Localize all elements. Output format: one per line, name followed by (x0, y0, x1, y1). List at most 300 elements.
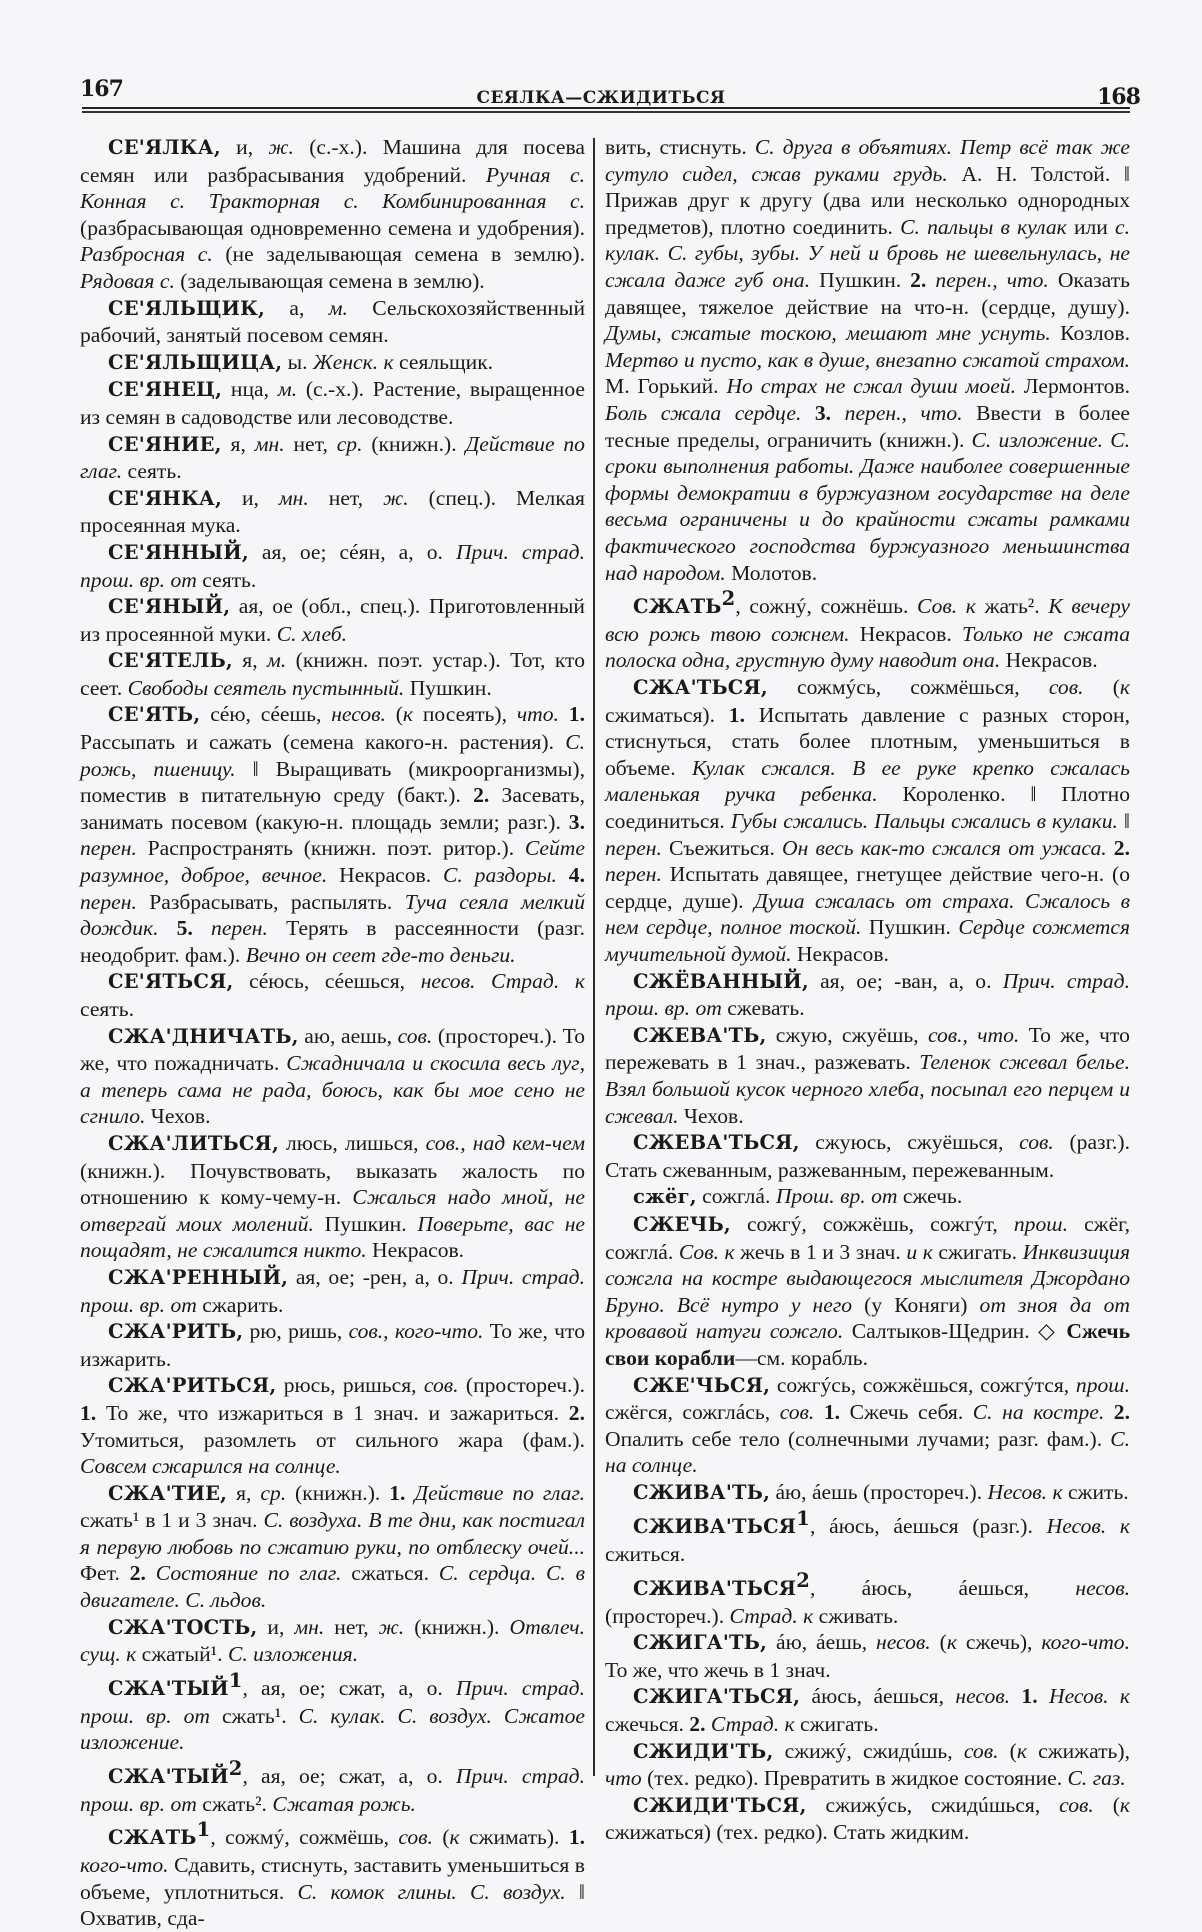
italic-text: Состояние по глаг. (155, 1561, 342, 1586)
italic-text: К вечеру всю рожь твою сожнем. (605, 594, 1130, 646)
definition-text: Некрасов. (1000, 648, 1098, 673)
italic-text: Несов. к (1046, 1514, 1130, 1539)
dictionary-entry (80, 1023, 585, 1130)
entry-headword: СЖИГА'ТЬСЯ, (633, 1685, 801, 1709)
definition-text: Лермонтов. (1015, 374, 1130, 399)
italic-text: ж. (383, 485, 409, 510)
entry-headword: СЕ'ЯНИЕ, (108, 432, 222, 456)
definition-text: Сдавить, стиснуть, заставить уменьшиться в объеме, уплотниться. (80, 1852, 585, 1904)
definition-text: сживать. (813, 1603, 899, 1628)
dictionary-entry (605, 586, 1130, 674)
definition-text: Опалить себе тело (солнечными лучами; разг. фам.). (605, 1426, 1111, 1451)
italic-text: сов. (1048, 675, 1084, 700)
definition-text: áю, áешь (простореч.). (770, 1479, 988, 1504)
italic-text: С. сердца. С. в двигателе. С. льдов. (80, 1561, 585, 1613)
italic-text: С. комок глины. С. воздух. (297, 1879, 566, 1904)
definition-text: (спец.). Мелкая просеянная мука. (80, 485, 585, 538)
dictionary-entry (605, 1568, 1130, 1629)
dictionary-entry (80, 485, 585, 539)
bold-text: 3. (801, 400, 832, 425)
definition-text: Ввести в более тесные пределы, ограничить (книжн.). (605, 400, 1131, 452)
definition-text: ( (930, 1630, 947, 1655)
definition-text: Пушкин. (313, 1211, 418, 1236)
italic-text: несов. (331, 702, 386, 727)
definition-text: (заделывающая семена в землю). (174, 268, 485, 293)
definition-text: сжёг, сожглá. (605, 1211, 1130, 1264)
definition-text: сжать¹ в 1 и 3 знач. (80, 1508, 264, 1533)
italic-text: Душа сжалась от страха. Сжалось в нем сердце, полное тоской. (605, 888, 1130, 940)
bold-text: 2. (1106, 835, 1130, 860)
italic-text: перен. (211, 916, 268, 941)
dictionary-entry (80, 431, 585, 485)
italic-text: сов., кого-что. (348, 1319, 484, 1344)
entry-headword: сжёг, (633, 1185, 697, 1209)
definition-text: (разбрасывающая одновременно семена и удобрения). (80, 215, 585, 240)
italic-text: сов. (397, 1023, 433, 1048)
dictionary-entry (605, 968, 1130, 1022)
definition-text: (не заделывающая семена в землю). (212, 242, 586, 267)
italic-text: и к (906, 1239, 933, 1264)
definition-text: сеять. (80, 997, 135, 1021)
entry-headword: СЖА'ТЬСЯ, (633, 676, 768, 700)
definition-text: Испытать давление с разных сторон, стиснуться, стать более плотным, уменьшиться в объеме. (605, 702, 1130, 780)
definition-text: ( (1083, 675, 1120, 700)
italic-text: несов. (1075, 1576, 1130, 1601)
italic-text: Боль сжала сердце. (605, 400, 802, 425)
entry-headword: СЕ'ЯННЫЙ, (108, 540, 249, 564)
italic-text: Сердце сожмется мучительной думой. (605, 915, 1130, 966)
bold-text: 3. (568, 809, 585, 834)
entry-headword: СЖА'ЛИТЬСЯ, (108, 1131, 279, 1155)
definition-text: Некрасов. (327, 863, 443, 888)
definition-text: вить, стиснуть. (605, 135, 755, 159)
dictionary-entry (80, 1480, 585, 1614)
italic-text: мн. (254, 431, 285, 456)
definition-text: (книжн.). (286, 1480, 390, 1505)
bold-text: 2. (568, 1400, 585, 1425)
bold-text: 2. (129, 1561, 146, 1586)
entry-headword: СЖА'ТОСТЬ, (108, 1615, 258, 1639)
definition-text: сжижать), (1026, 1738, 1130, 1763)
definition-text: ‖ (1117, 809, 1130, 834)
italic-text: Думы, сжатые тоскою, мешают мне уснуть. (605, 321, 1051, 346)
definition-text: (простореч.). (458, 1373, 585, 1398)
entry-headword: СЖЁВАННЫЙ, (633, 969, 809, 993)
homonym-index: 1 (796, 1507, 810, 1531)
definition-text: ( (432, 1825, 450, 1850)
dictionary-entry (605, 1738, 1130, 1792)
italic-text: С. друга в объятиях. Петр всё так же сутуло сидел, сжав руками грудь. (605, 135, 1130, 186)
italic-text: сов. (423, 1373, 459, 1398)
definition-text (405, 1481, 414, 1505)
definition-text: я, (221, 431, 255, 456)
bold-text: 2. (473, 783, 490, 808)
definition-text: Оказать давящее, тяжелое действие на что-н. (сердце, душу). (605, 267, 1130, 319)
dictionary-entry (80, 376, 585, 430)
entry-headword: СЖА'ТЫЙ (108, 1677, 229, 1701)
homonym-index: 1 (196, 1818, 211, 1842)
italic-text: ср. (260, 1480, 287, 1505)
entry-headword: СЖЕЧЬ, (633, 1212, 731, 1236)
entry-headword: СЖЕВА'ТЬСЯ, (633, 1131, 800, 1155)
dictionary-entry (605, 1372, 1130, 1479)
definition-text: Испытать давящее, гнетущее действие чего-н. (о сердце, душе). (605, 862, 1130, 913)
italic-text: Прош. вр. от (775, 1184, 898, 1209)
italic-text: Только не сжата полоска одна, грустную думу наводит она. (605, 621, 1131, 673)
dictionary-entry (605, 1683, 1130, 1737)
entry-headword: СЖЕ'ЧЬСЯ, (633, 1373, 771, 1397)
italic-text: Прич. страд. прош. вр. от (80, 1676, 585, 1728)
italic-text: С. на солнце. (605, 1426, 1130, 1478)
italic-text: мн. (278, 485, 309, 510)
definition-text (193, 916, 211, 940)
bold-text: 2. (689, 1712, 706, 1736)
definition-text: и, (221, 485, 279, 510)
italic-text: С. пальцы в кулак (900, 214, 1067, 239)
definition-text: сеяльщик. (393, 349, 494, 374)
italic-text: ж. (268, 135, 294, 159)
definition-text: Некрасов. (791, 942, 889, 966)
bold-text: 1. (558, 702, 585, 727)
italic-text: Прич. страд. прош. вр. от (80, 1264, 585, 1317)
italic-text: сов. (1059, 1792, 1094, 1817)
definition-text: жечь в 1 и 3 знач. (734, 1239, 907, 1264)
definition-text: сжатый¹. (136, 1642, 228, 1667)
definition-text: нет, (284, 431, 337, 456)
definition-text: сжиматься). (605, 702, 729, 727)
definition-text: Молотов. (725, 560, 818, 585)
italic-text: Действие по глаг. (80, 431, 585, 484)
italic-text: несов. (955, 1684, 1011, 1709)
italic-text: Разбросная с. (80, 242, 213, 267)
italic-text: к (402, 702, 414, 727)
italic-text: сов. (1019, 1130, 1054, 1155)
definition-text: я, (227, 1480, 261, 1505)
definition-text: , áюсь, áешься (разг.). (809, 1514, 1047, 1539)
definition-text: Сельскохозяйственный рабочий, занятый посевом семян. (80, 295, 585, 348)
bold-text: 1. (389, 1480, 406, 1505)
italic-text: к (1119, 1792, 1130, 1817)
italic-text: перен., что. (935, 267, 1049, 292)
definition-text: (книжн.). (362, 431, 466, 456)
bold-text: 1. (728, 702, 745, 727)
definition-text: сжечь), (956, 1630, 1042, 1655)
dictionary-entry (605, 1211, 1130, 1372)
italic-text: С. рожь, пшеницу. (80, 730, 585, 781)
entry-headword: СЖАТЬ (633, 595, 722, 619)
dictionary-entry (605, 1479, 1130, 1507)
italic-text: перен., что. (844, 400, 963, 425)
dictionary-entry (605, 1129, 1130, 1183)
definition-text: сжарить. (196, 1292, 284, 1317)
italic-text: перен. (605, 862, 662, 887)
italic-text: Сов. к (917, 594, 976, 619)
definition-text: сжаться. (341, 1561, 439, 1586)
definition-text: сжигать. (932, 1239, 1023, 1264)
definition-text: нца, (222, 377, 278, 402)
definition-text: (простореч.). (605, 1603, 730, 1628)
definition-text (146, 1561, 156, 1585)
italic-text: Сжатая рожь. (272, 1791, 416, 1816)
definition-text: сжижýсь, сжидúшься, (806, 1792, 1060, 1817)
definition-text: сжижаться) (тех. редко). Стать жидким. (605, 1820, 970, 1845)
definition-text: (тех. редко). Превратить в жидкое состояние. (641, 1766, 1068, 1791)
italic-text: Рядовая с. (80, 268, 175, 293)
italic-text: Прич. страд. прош. вр. от (80, 539, 585, 592)
italic-text: что (605, 1766, 642, 1791)
definition-text: сожглá. (696, 1184, 776, 1209)
definition-text: сéю, сéешь, (200, 702, 332, 727)
italic-text: прош. (1013, 1211, 1068, 1236)
bold-text: 1. (80, 1400, 97, 1425)
definition-text: Козлов. (1050, 321, 1130, 346)
dictionary-entry (80, 1817, 585, 1932)
entry-headword: СЖА'РИТЬ, (108, 1320, 244, 1344)
definition-text: Короленко. ‖ Плотно соединиться. (605, 782, 1130, 834)
definition-text: —см. корабль. (735, 1345, 868, 1370)
italic-text: несов. Страд. к (420, 969, 585, 994)
definition-text: сжую, сжуёшь, (766, 1022, 928, 1047)
homonym-index: 1 (228, 1668, 243, 1692)
definition-text: Терять в рассеянности (разг. неодобрит. фам.). (80, 916, 585, 967)
definition-text: сожмýсь, сожмёшься, (767, 675, 1049, 700)
right-column (605, 134, 1130, 1846)
italic-text: С. хлеб. (276, 621, 348, 646)
dictionary-entry (80, 295, 585, 349)
definition-text: сжигать. (794, 1712, 879, 1736)
homonym-index: 2 (228, 1756, 243, 1780)
definition-text: Фет. (80, 1561, 130, 1586)
definition-text: Разбрасывать, распылять. (136, 889, 405, 914)
italic-text: Мертво и пусто, как в душе, внезапно сжатой страхом. (605, 347, 1130, 372)
entry-headword: СЖИВА'ТЬ, (633, 1480, 771, 1504)
definition-text: я, (232, 648, 268, 673)
definition-text: сжать². (196, 1791, 273, 1816)
definition-text: Утомиться, разомлеть от сильного жара (фам.). (80, 1427, 585, 1452)
definition-text: ая, ое; -ван, а, о. (808, 968, 1003, 993)
definition-text: ( (998, 1738, 1017, 1763)
italic-text: к (449, 1825, 460, 1850)
dictionary-entry (80, 134, 585, 295)
italic-text: от зноя да от кровавой натуги сожгло. (605, 1292, 1130, 1344)
definition-text: сжуюсь, сжуёшься, (799, 1130, 1020, 1155)
italic-text: Но страх не сжал души моей. (726, 374, 1016, 399)
italic-text: Сжалься надо мной, не отвергай моих молений. (80, 1185, 585, 1236)
entry-headword: СЕ'ЯТЬ, (108, 703, 201, 727)
definition-text: ‖ Охватив, сда- (80, 1879, 585, 1931)
definition-text: Сжечь себя. (840, 1400, 973, 1425)
entry-headword: СЖА'ТИЕ, (108, 1481, 228, 1505)
dictionary-entry (80, 539, 585, 593)
italic-text: С. изложение. С. сроки выполнения работы. Даже наиболее совершенные формы демократии в буржуазном государстве на деле весьма ограничены и до крайности сжаты рамками фактического господства буржуазного меньшинства над народом. (605, 427, 1130, 585)
bold-text: 1. (814, 1400, 841, 1425)
italic-text: С. воздуха. В те дни, как постигал я первую любовь по сжатию руки, по отблеску очей... (80, 1508, 586, 1559)
definition-text: ы. (282, 349, 313, 374)
definition-text (831, 401, 845, 425)
definition-text: Пушкин. (861, 915, 959, 940)
definition-text: сжечься. (605, 1712, 690, 1736)
italic-text: Действие по глаг. (414, 1480, 585, 1505)
italic-text: сов., над кем-чем (425, 1130, 585, 1155)
bold-text: 2. (910, 267, 927, 292)
italic-text: Страд. к (729, 1603, 814, 1628)
definition-text: сжать¹. (210, 1703, 299, 1728)
italic-text: перен. (605, 835, 662, 860)
dictionary-entry (80, 647, 585, 701)
dictionary-entry (80, 1318, 585, 1372)
definition-text: (книжн. поэт. устар.). Тот, кто сеет. (80, 648, 585, 700)
definition-text: сжёгся, сожглáсь, (605, 1400, 780, 1425)
definition-text: жать². (975, 594, 1049, 619)
entry-headword: СЖА'РЕННЫЙ, (108, 1265, 289, 1289)
definition-text: нет, (324, 1614, 379, 1639)
definition-text: аю, аешь, (298, 1023, 398, 1048)
definition-text: (с.-х.). Машина для посева семян или разбрасывания удобрений. (80, 135, 585, 187)
italic-text: с. кулак. С. губы, зубы. У ней и бровь не шевельнулась, не сжала даже губ она. (605, 214, 1131, 292)
italic-text: к (1016, 1738, 1027, 1763)
header-rule (82, 107, 1130, 113)
definition-text: сжиться. (605, 1542, 686, 1567)
definition-text: сеять. (196, 567, 257, 592)
definition-text: сжечь. (897, 1184, 963, 1209)
definition-text: ая, ое; -рен, а, о. (288, 1264, 462, 1289)
dictionary-entry (80, 1756, 585, 1817)
bold-text: Сжечь свои корабли (605, 1319, 1131, 1370)
entry-headword: СЕ'ЯНКА, (108, 486, 222, 510)
definition-text: сжевать. (721, 996, 805, 1021)
definition-text: (у Коняги) (852, 1292, 980, 1317)
dictionary-entry (80, 1614, 585, 1668)
dictionary-entry (605, 1792, 1130, 1846)
entry-headword: СЖА'ТЫЙ (108, 1765, 229, 1788)
definition-text: (разг.). Стать сжеванным, разжеванным, пережеванным. (605, 1130, 1130, 1182)
running-head: СЕЯЛКА—СЖИДИТЬСЯ (476, 88, 726, 108)
dictionary-entry (80, 593, 585, 647)
entry-headword: СЕ'ЯТЬСЯ, (108, 970, 234, 994)
dictionary-entry (80, 701, 585, 968)
italic-text: С. изложения. (227, 1642, 359, 1667)
italic-text: Сейте разумное, доброе, вечное. (80, 836, 585, 888)
definition-text: сжимать). (459, 1825, 569, 1850)
italic-text: прош. (1075, 1372, 1130, 1397)
dictionary-entry (605, 1183, 1130, 1211)
definition-text: сжить. (1062, 1479, 1129, 1504)
definition-text: Чехов. (678, 1103, 744, 1128)
italic-text: ж. (378, 1614, 405, 1639)
entry-headword: СЕ'ЯНЫЙ, (108, 595, 231, 619)
entry-headword: СЕ'ЯЛКА, (108, 136, 221, 159)
definition-text: сожгý, сожжёшь, сожгýт, (730, 1211, 1014, 1236)
italic-text: Теленок сжевал белье. Взял большой кусок черного хлеба, посыпал его перцем и сжевал. (605, 1050, 1130, 1128)
column-divider (593, 138, 595, 1776)
entry-headword: СЖИГА'ТЬ, (633, 1631, 768, 1655)
italic-text: Сов. к (678, 1239, 735, 1264)
definition-text: рюсь, ришься, (276, 1373, 424, 1398)
definition-text (1038, 1684, 1049, 1708)
definition-text: сéюсь, сéешься, (233, 969, 421, 994)
page-number-left: 167 (80, 76, 123, 102)
definition-text: То же, что изжариться в 1 знач. и зажариться. (96, 1400, 569, 1425)
italic-text: к (1119, 675, 1130, 700)
definition-text: Некрасов. (849, 621, 962, 646)
definition-text: Чехов. (145, 1104, 211, 1129)
definition-text: , сожнý, сожнёшь. (735, 594, 918, 619)
italic-text: сов. (963, 1738, 999, 1763)
definition-text: посеять), (413, 702, 517, 727)
definition-text: сжижý, сжидúшь, (773, 1738, 964, 1763)
italic-text: С. на костре. (972, 1400, 1105, 1425)
italic-text: Совсем сжарился на солнце. (80, 1454, 341, 1479)
bold-text: 5. (158, 916, 193, 941)
definition-text: (книжн.). (404, 1614, 510, 1639)
definition-text: , сожмý, сожмёшь, (210, 1825, 399, 1850)
definition-text: , áюсь, áешься, (809, 1576, 1076, 1601)
definition-text: (с.-х.). Растение, выращенное из семян в садоводстве или лесоводстве. (80, 377, 585, 429)
italic-text: несов. (876, 1630, 931, 1655)
dictionary-entry (605, 1629, 1130, 1683)
italic-text: к (946, 1630, 957, 1655)
italic-text: м. (277, 377, 298, 402)
definition-text: (простореч.). То же, что пожадничать. (80, 1023, 585, 1076)
italic-text: ср. (336, 431, 363, 456)
italic-text: Он весь как-то сжался от ужаса. (782, 835, 1107, 860)
dictionary-entry (605, 1022, 1130, 1129)
italic-text: Отвлеч. сущ. к (80, 1614, 585, 1667)
definition-text: и, (220, 135, 269, 159)
italic-text: сов., что. (927, 1022, 1020, 1047)
bold-text: 1. (1010, 1684, 1038, 1709)
italic-text: Туча сеяла мелкий дождик. (80, 889, 585, 941)
italic-text: перен. (80, 836, 137, 861)
left-column (80, 134, 585, 1932)
italic-text: Поверьте, вас не пощадят, не сжалится никто. (80, 1211, 585, 1263)
definition-text: ая, ое (обл., спец.). Приготовленный из просеянной муки. (80, 594, 585, 646)
dictionary-entry (80, 1668, 585, 1756)
entry-headword: СЖЕВА'ТЬ, (633, 1023, 767, 1047)
dictionary-entry (605, 134, 1130, 586)
definition-text: То же, что жечь в 1 знач. (605, 1657, 831, 1682)
italic-text: Кулак сжался. В ее руке крепко сжалась маленькая ручка ребенка. (605, 755, 1130, 807)
definition-text: Некрасов. (366, 1238, 465, 1263)
definition-text: М. Горький. (605, 374, 727, 399)
italic-text: С. кулак. С. воздух. Сжатое изложение. (80, 1703, 585, 1755)
italic-text: С. газ. (1067, 1766, 1126, 1791)
italic-text: перен. (80, 889, 137, 914)
definition-text: áюсь, áешься, (800, 1684, 956, 1709)
entry-headword: СЖА'ДНИЧАТЬ, (108, 1024, 299, 1048)
definition-text: рю, ришь, (243, 1319, 349, 1344)
page-number-right: 168 (1097, 84, 1140, 110)
definition-text: сеять. (122, 459, 182, 484)
bold-text: 4. (556, 863, 585, 888)
italic-text: сов. (398, 1825, 433, 1850)
definition-text: ая, ое; сéян, а, о. (248, 539, 456, 564)
italic-text: сов. (779, 1400, 815, 1425)
italic-text: Прич. страд. прош. вр. от (80, 1764, 585, 1816)
italic-text: Сжадничала и скосила весь луг, а теперь сама не рада, боюсь, как бы мое сено не сгнило. (80, 1051, 586, 1129)
italic-text: кого-что. (80, 1852, 169, 1877)
italic-text: Вечно он сеет где-то деньги. (245, 942, 516, 967)
italic-text: кого-что. (1041, 1630, 1130, 1655)
italic-text: Инквизиция сожгла на костре выдающегося мыслителя Джордано Бруно. Всё нутро у него (605, 1239, 1130, 1317)
italic-text: Несов. к (987, 1479, 1063, 1504)
definition-text: ( (1093, 1792, 1120, 1817)
dictionary-entry (605, 674, 1130, 968)
definition-text: То же, что изжарить. (80, 1319, 585, 1371)
italic-text: Женск. к (312, 349, 394, 374)
definition-text: Пушкин. (810, 267, 911, 292)
definition-text: , ая, ое; сжат, а, о. (242, 1764, 456, 1788)
